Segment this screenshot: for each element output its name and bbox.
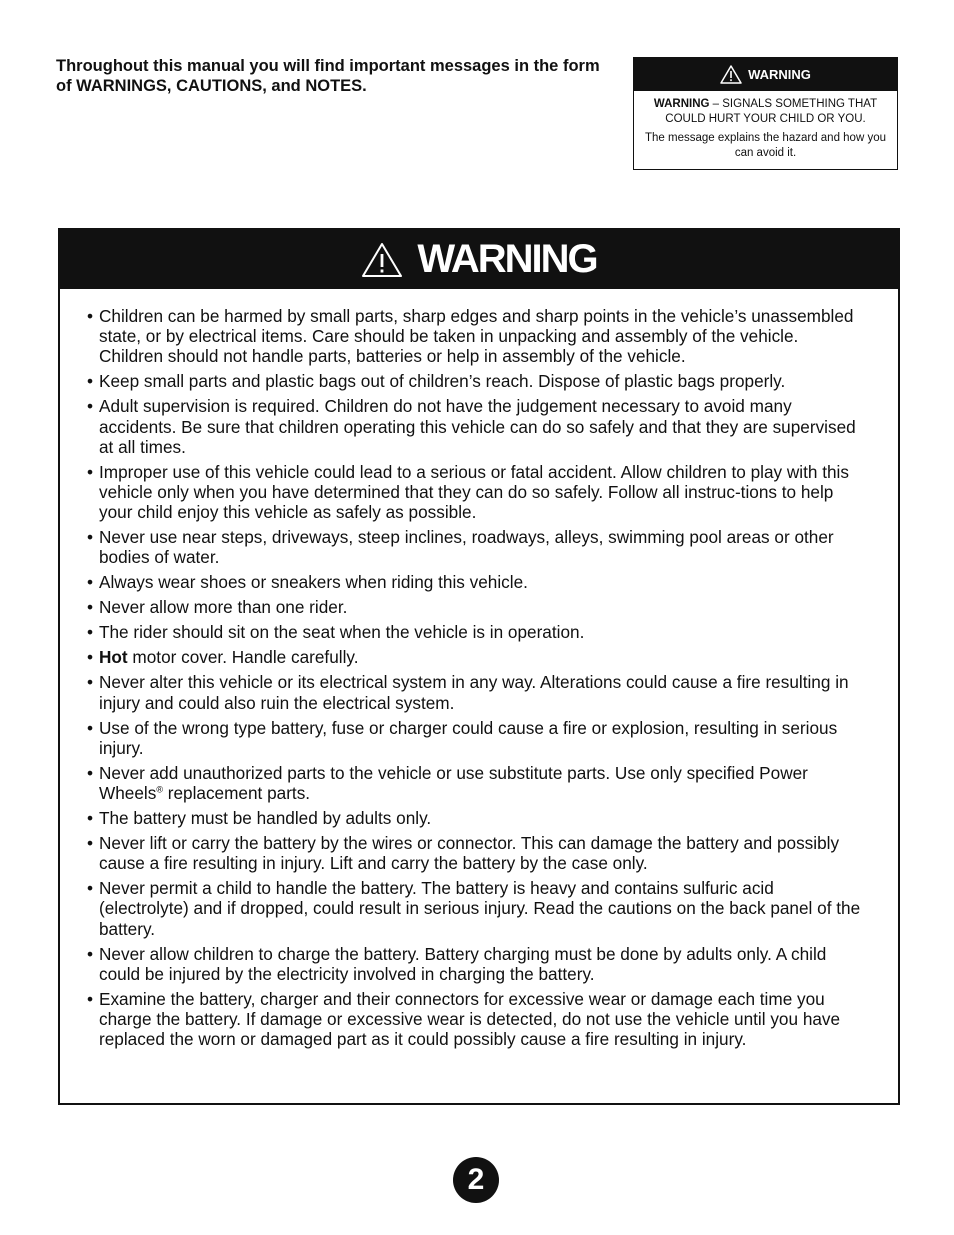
bullet: • <box>87 306 94 326</box>
bullet: • <box>87 808 94 829</box>
warning-bullet-list <box>87 306 867 1054</box>
list-item <box>87 833 867 873</box>
bullet: • <box>87 762 94 783</box>
list-item <box>87 944 867 984</box>
bullet-text: Never alter this vehicle or its electrical system in any way. Alterations could cause a fire resulting in injury and could also ruin the electrical system. <box>99 672 849 713</box>
bullet: • <box>87 461 94 482</box>
bullet-text: Never allow children to charge the battery. Battery charging must be done by adults only. A child could be injured by the electricity involved in charging the battery. <box>99 943 827 984</box>
warning-panel-header <box>60 230 898 289</box>
bullet-text: Keep small parts and plastic bags out of children’s reach. Dispose of plastic bags properly. <box>99 371 786 392</box>
bullet: • <box>87 988 94 1009</box>
bullet: • <box>87 878 94 899</box>
bullet: • <box>87 647 94 668</box>
bullet-text: Never allow more than one rider. <box>99 597 348 618</box>
hot-label: Hot <box>99 647 128 668</box>
intro-text: Throughout this manual you will find important messages in the form of WARNINGS, CAUTIONS, and NOTES. <box>56 57 600 95</box>
warning-triangle-icon <box>720 65 742 84</box>
page-number: 2 <box>453 1157 499 1203</box>
bullet-text: motor cover. Handle carefully. <box>127 647 359 668</box>
bullet: • <box>87 622 94 643</box>
legend-signal-line <box>644 97 887 127</box>
legend-explanation: The message explains the hazard and how you can avoid it. <box>644 132 886 159</box>
legend-signal-text: – SIGNALS SOMETHING THAT COULD HURT YOUR CHILD OR YOU. <box>665 98 878 125</box>
bullet-text: Use of the wrong type battery, fuse or charger could cause a fire or explosion, resulting in serious injury. <box>99 717 838 758</box>
bullet-text: Never use near steps, driveways, steep inclines, roadways, alleys, swimming pool areas or other bodies of water. <box>99 527 834 568</box>
list-item <box>87 462 867 523</box>
bullet: • <box>87 672 94 693</box>
bullet: • <box>87 943 94 964</box>
bullet-text: The rider should sit on the seat when the vehicle is in operation. <box>99 622 585 643</box>
bullet: • <box>87 371 94 392</box>
legend-header-label: WARNING <box>748 67 811 82</box>
list-item <box>87 597 867 617</box>
bullet-text: Adult supervision is required. Children do not have the judgement necessary to avoid many accidents. Be sure that children operating this vehicle can do so safely and that they are supervised at all times. <box>99 396 856 457</box>
legend-header <box>634 58 897 91</box>
list-item <box>87 878 867 939</box>
list-item <box>87 808 867 828</box>
list-item <box>87 622 867 642</box>
bullet-text: Improper use of this vehicle could lead to a serious or fatal accident. Allow children to play with this vehicle only when you have determined that they can do so safely. Follow all instruc-tions to help your child enjoy this vehicle as safely as possible. <box>99 461 849 523</box>
list-item <box>87 672 867 712</box>
bullet: • <box>87 717 94 738</box>
legend-body <box>634 91 897 161</box>
bullet-text-end: replacement parts. <box>162 783 311 804</box>
list-item <box>87 989 867 1050</box>
warning-legend-box <box>633 57 898 170</box>
bullet-text: Always wear shoes or sneakers when riding this vehicle. <box>99 572 528 593</box>
list-item <box>87 718 867 758</box>
legend-signal-word: WARNING <box>653 98 710 110</box>
warning-panel <box>58 228 900 1105</box>
list-item-parts <box>87 763 867 803</box>
list-item-hot <box>87 647 867 667</box>
bullet: • <box>87 396 94 417</box>
list-item <box>87 527 867 567</box>
bullet-text: Never permit a child to handle the battery. The battery is heavy and contains sulfuric acid (electrolyte) and if dropped, could result in serious injury. Read the cautions on the back panel of the battery. <box>99 878 861 939</box>
list-item <box>87 396 867 457</box>
bullet: • <box>87 527 94 548</box>
bullet: • <box>87 597 94 618</box>
bullet-text: Children can be harmed by small parts, sharp edges and sharp points in the vehicle’s unassembled state, or by electrical items. Care should be taken in unpacking and assembly of the vehicle. Children should not handle parts, batteries or help in assembly of the vehicle. <box>99 306 854 367</box>
bullet-text: Examine the battery, charger and their connectors for excessive wear or damage each time you charge the battery. If damage or excessive wear is detected, do not use the vehicle until you have replaced the worn or damaged part as it could possibly cause a fire resulting in injury. <box>99 988 841 1050</box>
list-item <box>87 306 867 367</box>
warning-triangle-icon <box>361 242 403 278</box>
list-item <box>87 371 867 391</box>
bullet: • <box>87 572 94 593</box>
bullet-text: Never lift or carry the battery by the wires or connector. This can damage the battery and possibly cause a fire resulting in injury. Lift and carry the battery by the case only. <box>99 833 840 874</box>
bullet: • <box>87 833 94 854</box>
registered-mark: ® <box>156 784 163 795</box>
bullet-text: The battery must be handled by adults only. <box>99 808 432 829</box>
warning-panel-title: WARNING <box>417 237 597 281</box>
list-item <box>87 572 867 592</box>
bullet-text: Never add unauthorized parts to the vehicle or use substitute parts. Use only specified Power Wheels <box>99 762 808 804</box>
